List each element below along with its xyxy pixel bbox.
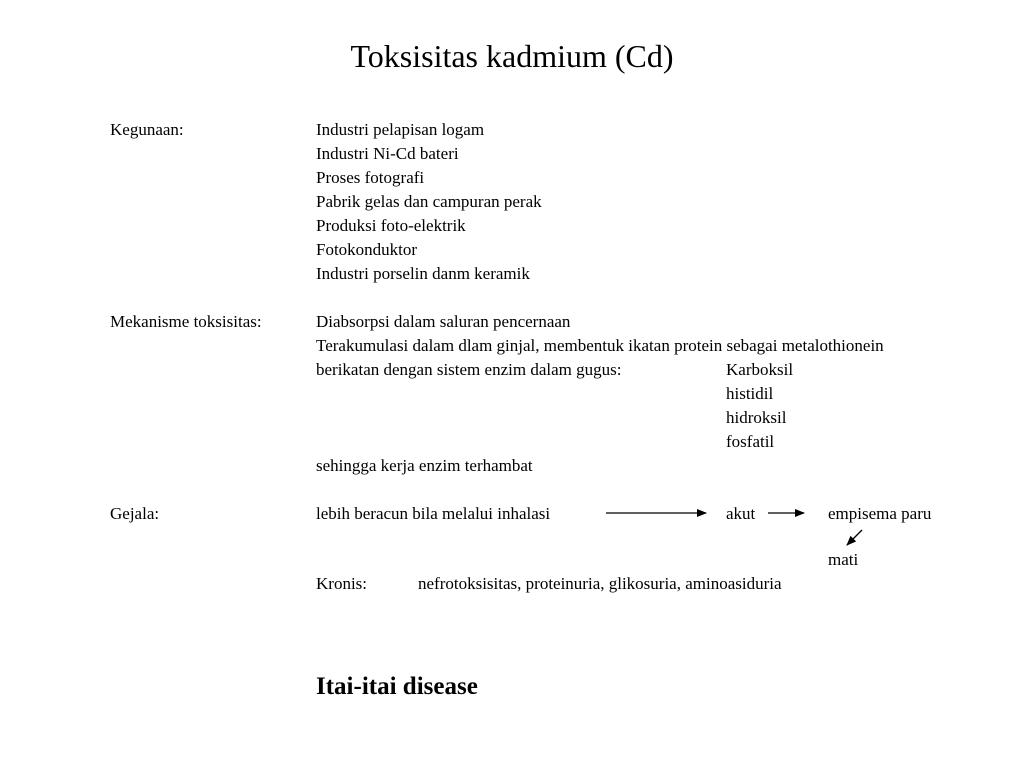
kronis-label: Kronis:: [316, 574, 367, 593]
kronis-value: nefrotoksisitas, proteinuria, glikosuria, aminoasiduria: [418, 574, 782, 593]
kegunaan-item: Industri pelapisan logam: [316, 120, 485, 139]
disease-heading: Itai-itai disease: [316, 673, 478, 700]
kegunaan-item: Industri porselin danm keramik: [316, 264, 530, 283]
mekanisme-label: Mekanisme toksisitas:: [110, 312, 262, 331]
kegunaan-item: Produksi foto-elektrik: [316, 216, 466, 235]
gugus-item: hidroksil: [726, 408, 787, 427]
arrow-down-left-icon: [847, 530, 862, 545]
gejala-mati: mati: [828, 550, 859, 569]
mekanisme-line: sehingga kerja enzim terhambat: [316, 456, 533, 475]
kegunaan-item: Pabrik gelas dan campuran perak: [316, 192, 542, 211]
gejala-label: Gejala:: [110, 504, 160, 523]
gugus-item: histidil: [726, 384, 774, 403]
mekanisme-line: Terakumulasi dalam dlam ginjal, membentuk ikatan protein sebagai metalothionein: [316, 336, 884, 355]
gugus-item: fosfatil: [726, 432, 775, 451]
mekanisme-line: Diabsorpsi dalam saluran pencernaan: [316, 312, 571, 331]
gejala-inhalasi: lebih beracun bila melalui inhalasi: [316, 504, 551, 523]
mekanisme-line: berikatan dengan sistem enzim dalam gugus:: [316, 360, 622, 379]
kegunaan-item: Proses fotografi: [316, 168, 425, 187]
slide-title: Toksisitas kadmium (Cd): [350, 38, 674, 74]
gugus-item: Karboksil: [726, 360, 794, 379]
kegunaan-item: Fotokonduktor: [316, 240, 418, 259]
gejala-akut: akut: [726, 504, 756, 523]
gejala-empisema: empisema paru: [828, 504, 932, 523]
kegunaan-item: Industri Ni-Cd bateri: [316, 144, 459, 163]
kegunaan-label: Kegunaan:: [110, 120, 184, 139]
